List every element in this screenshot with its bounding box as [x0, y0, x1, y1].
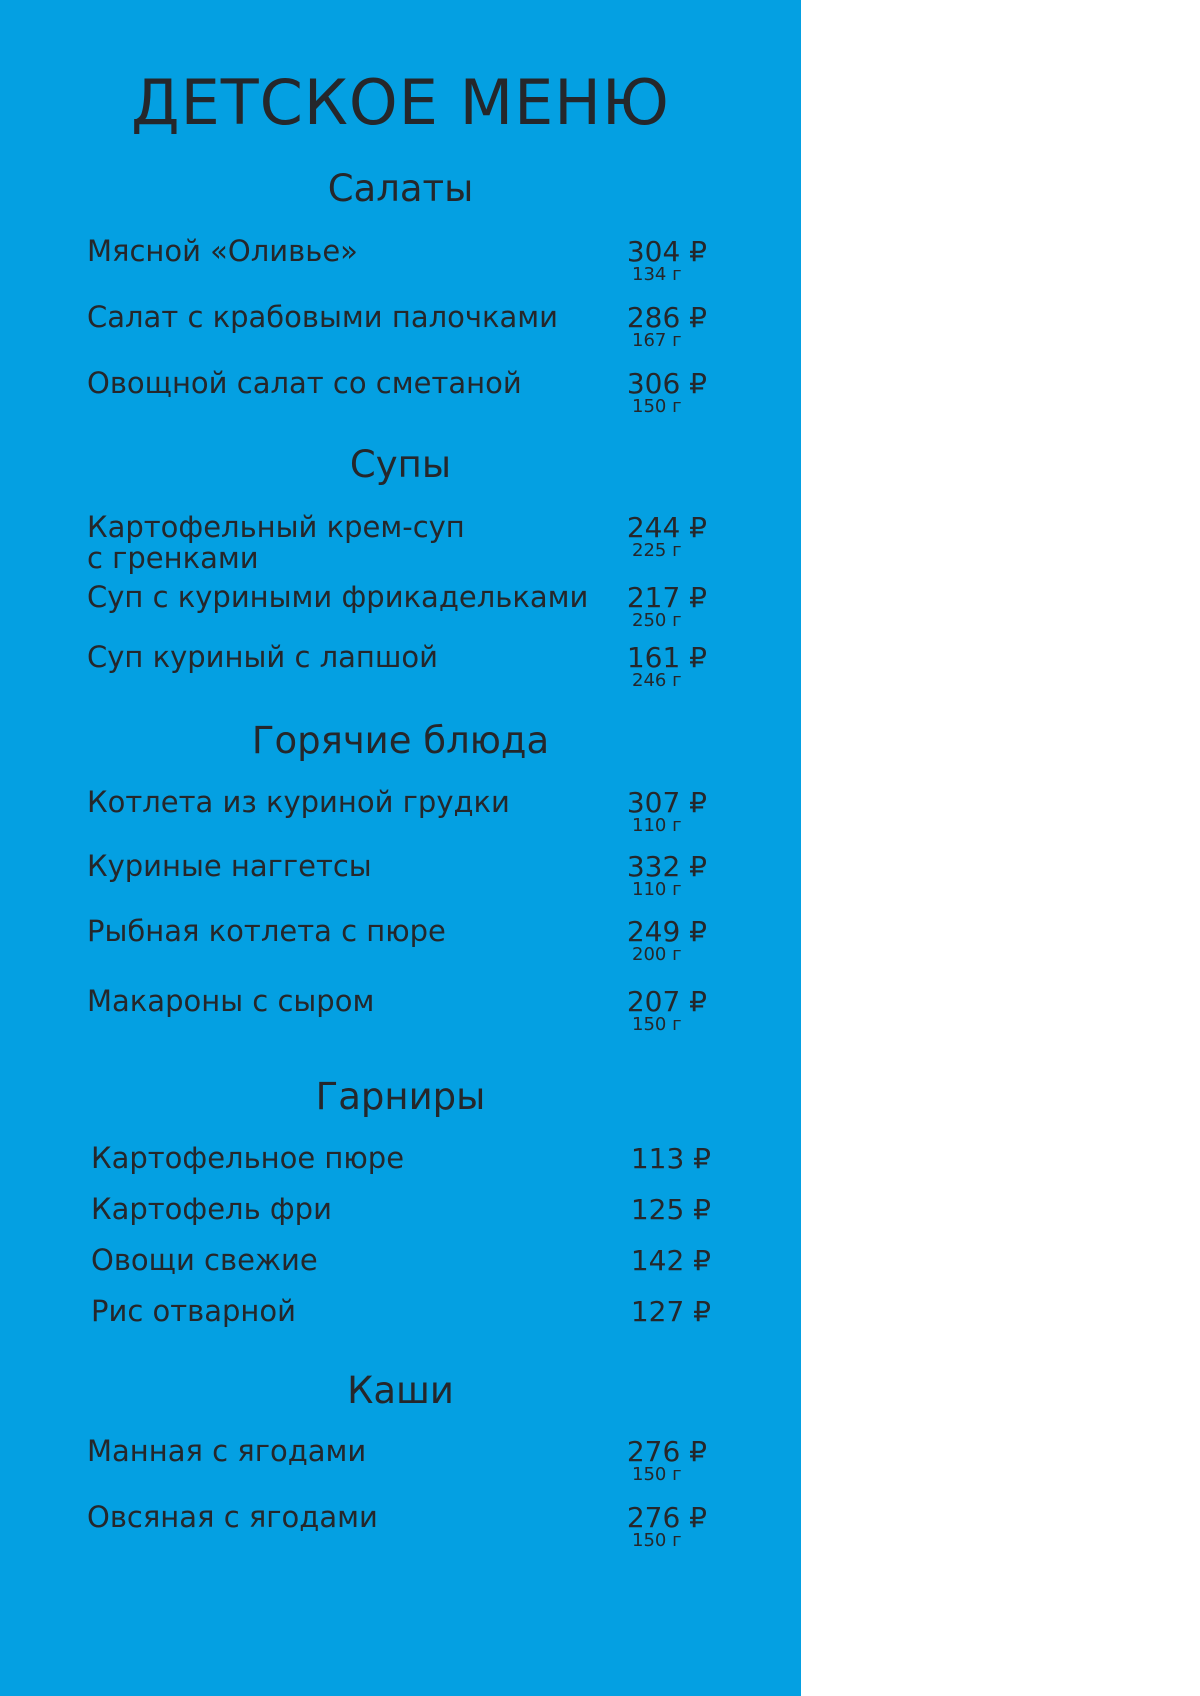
menu-item	[87, 787, 707, 857]
menu-title: ДЕТСКОЕ МЕНЮ	[131, 66, 670, 139]
menu-item	[87, 1141, 711, 1183]
item-name: Салат с крабовыми палочками	[87, 300, 559, 334]
item-price: 142 ₽	[630, 1244, 711, 1277]
menu-item	[87, 1243, 711, 1285]
menu-item	[87, 916, 707, 986]
item-weight: 167 г	[632, 330, 682, 351]
item-name: Рыбная котлета с пюре	[87, 914, 446, 948]
item-price: 127 ₽	[630, 1295, 711, 1328]
menu-item	[87, 236, 707, 306]
menu-item	[87, 302, 707, 372]
item-name: Суп с куриными фрикадельками	[87, 580, 589, 614]
item-price: 286 ₽	[626, 301, 707, 334]
item-price: 207 ₽	[626, 985, 707, 1018]
menu-item	[87, 986, 707, 1056]
item-price: 244 ₽	[626, 511, 707, 544]
item-name-line1: Картофельный крем-суп	[87, 510, 465, 544]
item-name: Картофель фри	[91, 1192, 332, 1226]
menu-item	[87, 1294, 711, 1336]
item-weight: 150 г	[632, 1530, 682, 1551]
item-weight: 250 г	[632, 610, 682, 631]
item-name: Макароны с сыром	[87, 984, 375, 1018]
item-name: Суп куриный с лапшой	[87, 640, 439, 674]
item-weight: 225 г	[632, 540, 682, 561]
item-weight: 150 г	[632, 1014, 682, 1035]
section-title-salads: Салаты	[327, 167, 474, 210]
item-price: 276 ₽	[626, 1435, 707, 1468]
item-name-line2: с гренками	[87, 541, 259, 575]
item-price: 249 ₽	[626, 915, 707, 948]
item-weight: 200 г	[632, 944, 682, 965]
section-title-porridges: Каши	[347, 1369, 454, 1412]
item-name: Котлета из куриной грудки	[87, 785, 510, 819]
item-weight: 246 г	[632, 670, 682, 691]
menu-item	[87, 1192, 711, 1234]
item-price: 113 ₽	[630, 1142, 711, 1175]
item-price: 304 ₽	[626, 235, 707, 268]
item-name: Овощи свежие	[91, 1243, 318, 1277]
item-price: 125 ₽	[630, 1193, 711, 1226]
item-weight: 150 г	[632, 1464, 682, 1485]
menu-item	[87, 512, 707, 576]
menu-item	[87, 1436, 707, 1506]
item-name: Куриные наггетсы	[87, 849, 372, 883]
item-price: 217 ₽	[626, 581, 707, 614]
item-price: 307 ₽	[626, 786, 707, 819]
menu-item	[87, 851, 707, 921]
section-title-hot-dishes: Горячие блюда	[251, 719, 550, 762]
item-weight: 110 г	[632, 879, 682, 900]
item-price: 306 ₽	[626, 367, 707, 400]
section-title-sides: Гарниры	[315, 1075, 486, 1118]
item-name: Мясной «Оливье»	[87, 234, 358, 268]
item-name: Овощной салат со сметаной	[87, 366, 522, 400]
item-name: Рис отварной	[91, 1294, 296, 1328]
section-title-soups: Супы	[349, 443, 452, 486]
item-name: Манная с ягодами	[87, 1434, 367, 1468]
item-weight: 150 г	[632, 396, 682, 417]
menu-item	[87, 642, 707, 712]
item-weight: 110 г	[632, 815, 682, 836]
item-price: 161 ₽	[626, 641, 707, 674]
menu-item	[87, 1502, 707, 1572]
item-name: Картофельное пюре	[91, 1141, 405, 1175]
item-weight: 134 г	[632, 264, 682, 285]
item-price: 332 ₽	[626, 850, 707, 883]
item-price: 276 ₽	[626, 1501, 707, 1534]
menu-item	[87, 368, 707, 438]
item-name: Овсяная с ягодами	[87, 1500, 378, 1534]
